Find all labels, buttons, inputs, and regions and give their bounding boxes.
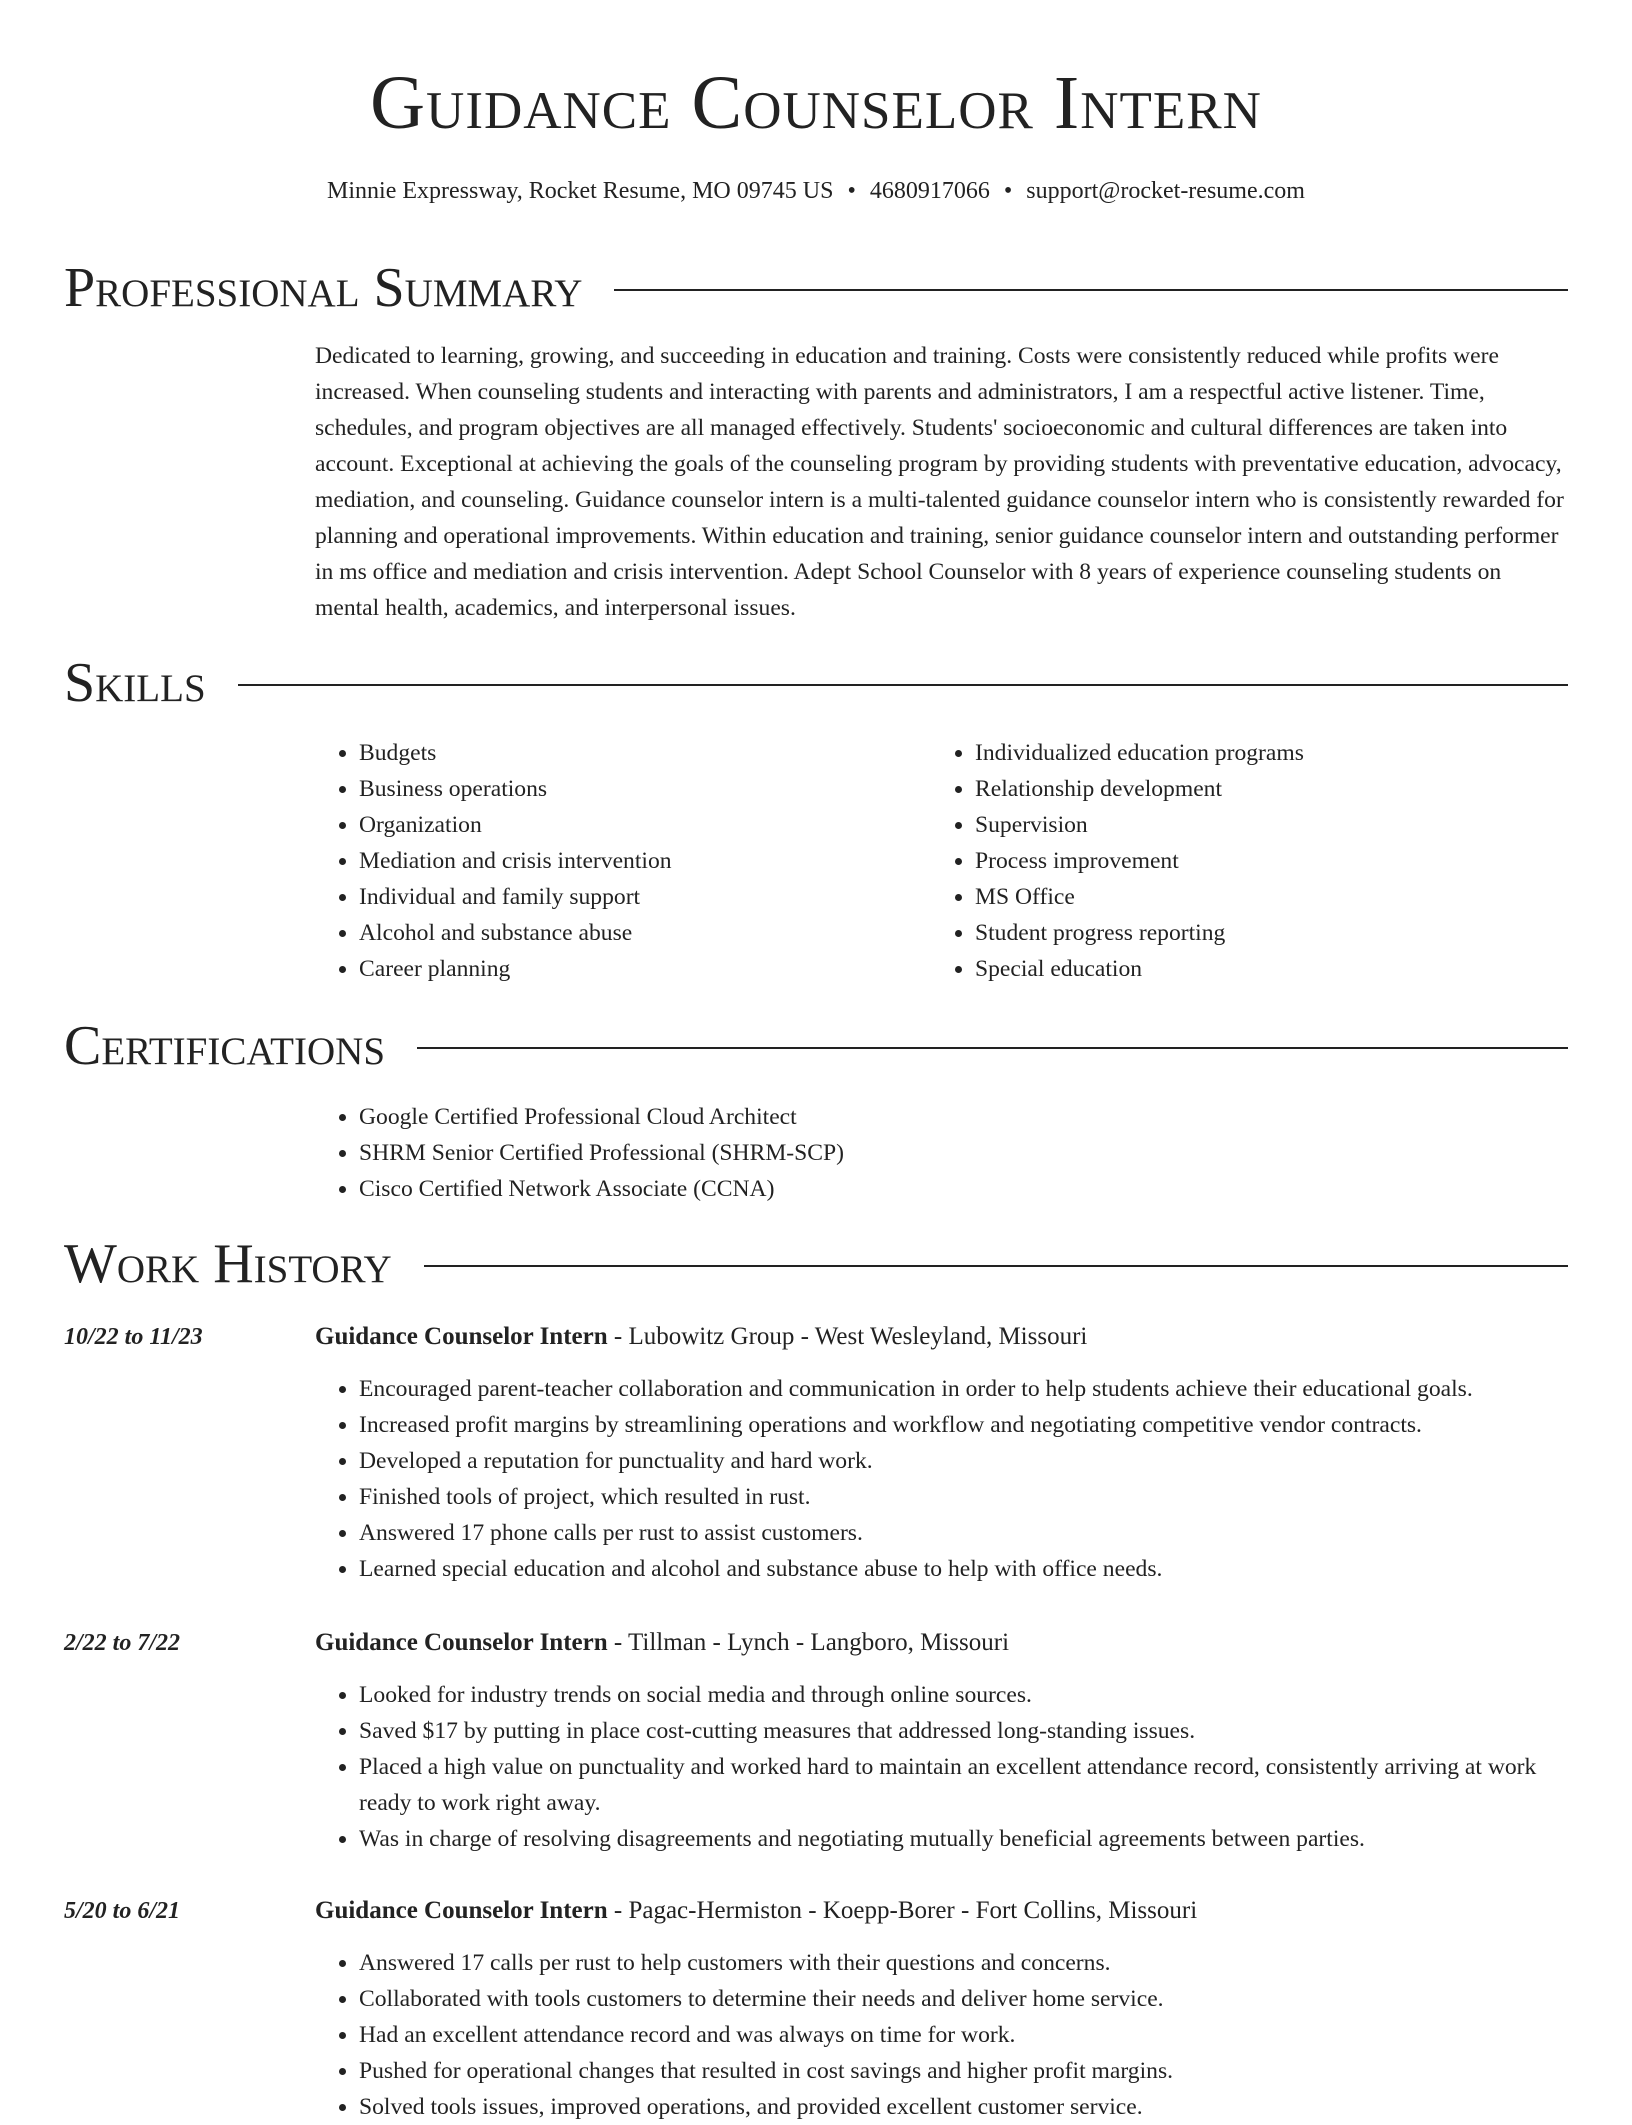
job-dates: 2/22 to 7/22 [64,1630,181,1656]
job-bullets [315,1371,1568,1587]
job-bullet: • Saved $17 by putting in place cost-cutting measures that addressed long-standing issues. [359,1713,1568,1749]
job-bullet: • Increased profit margins by streamlining operations and workflow and negotiating competitive vendor contracts. [359,1407,1568,1443]
job-title-line [315,1625,1009,1661]
skill-item: • Business operations [359,771,915,807]
job-title-line [315,1893,1197,1929]
skills-list-left [315,735,915,987]
contact-separator: • [847,178,856,204]
skill-item: • Budgets [359,735,915,771]
certifications-section-header [64,1013,1568,1079]
job-bullet: • Answered 17 phone calls per rust to assist customers. [359,1515,1568,1551]
skill-item: • Special education [975,951,1571,987]
contact-address: Minnie Expressway, Rocket Resume, MO 09745 US [327,178,834,204]
job-employer-location: - Pagac-Hermiston - Koepp-Borer - Fort Collins, Missouri [607,1897,1198,1924]
job-bullet: • Encouraged parent-teacher collaboration and communication in order to help students achieve their educational goals. [359,1371,1568,1407]
job-employer-location: - Lubowitz Group - West Wesleyland, Missouri [607,1323,1088,1350]
job-bullet: • Finished tools of project, which resulted in rust. [359,1479,1568,1515]
skill-item: • Relationship development [975,771,1571,807]
work-history-section-title: Work History [64,1233,392,1295]
skill-item: • Student progress reporting [975,915,1571,951]
work-history-section-header [64,1231,1568,1297]
job-role: Guidance Counselor Intern [315,1897,608,1924]
job-bullets [315,1945,1568,2125]
job-bullet: • Answered 17 calls per rust to help customers with their questions and concerns. [359,1945,1568,1981]
job-bullet: • Solved tools issues, improved operations, and provided excellent customer service. [359,2089,1568,2125]
job-bullet: • Was in charge of resolving disagreements and negotiating mutually beneficial agreements between parties. [359,1821,1568,1857]
summary-section-title: Professional Summary [64,257,583,319]
skills-list-right [931,735,1571,987]
skill-item: • Mediation and crisis intervention [359,843,915,879]
skills-left-column [315,735,915,987]
job-employer-location: - Tillman - Lynch - Langboro, Missouri [607,1629,1010,1656]
job-bullet-list [315,1677,1568,1857]
contact-line [0,175,1632,207]
certification-item: • SHRM Senior Certified Professional (SHRM-SCP) [359,1135,1215,1171]
job-bullet: • Developed a reputation for punctuality and hard work. [359,1443,1568,1479]
job-bullet: • Looked for industry trends on social media and through online sources. [359,1677,1568,1713]
skill-item: • Individual and family support [359,879,915,915]
job-bullet-list [315,1371,1568,1587]
section-divider [614,289,1568,291]
job-role: Guidance Counselor Intern [315,1323,608,1350]
skill-item: • Supervision [975,807,1571,843]
contact-phone: 4680917066 [869,178,990,204]
resume-name: Guidance Counselor Intern [370,61,1262,145]
certifications-section-title: Certifications [64,1015,386,1077]
job-bullets [315,1677,1568,1857]
job-bullet: • Learned special education and alcohol and substance abuse to help with office needs. [359,1551,1568,1587]
skills-right-column [931,735,1571,987]
job-title-line [315,1319,1087,1355]
skill-item: • Organization [359,807,915,843]
job-dates: 10/22 to 11/23 [64,1324,203,1350]
summary-text: Dedicated to learning, growing, and succeeding in education and training. Costs were consistently reduced while profits were increased. When counseling students and interacting with parents and administrators, I am a respectful active listener. Time, schedules, and program objectives are all managed effectively. Students' socioeconomic and cultural differences are taken into account. Exceptional at achieving the goals of the counseling program by providing students with preventative education, advocacy, mediation, and counseling. Guidance counselor intern is a multi-talented guidance counselor intern who is consistently rewarded for planning and operational improvements. Within education and training, senior guidance counselor intern and outstanding performer in ms office and mediation and crisis intervention. Adept School Counselor with 8 years of experience counseling students on mental health, academics, and interpersonal issues. [315,343,1564,621]
job-role: Guidance Counselor Intern [315,1629,608,1656]
skills-section-title: Skills [64,652,206,714]
job-bullet: • Placed a high value on punctuality and worked hard to maintain an excellent attendance record, consistently arriving at work ready to work right away. [359,1749,1568,1821]
contact-separator: • [1003,178,1013,204]
job-bullet: • Had an excellent attendance record and was always on time for work. [359,2017,1568,2053]
job-bullet: • Collaborated with tools customers to determine their needs and deliver home service. [359,1981,1568,2017]
section-divider [424,1265,1568,1267]
contact-email: support@rocket-resume.com [1026,178,1305,204]
skill-item: • Process improvement [975,843,1571,879]
certification-item: • Google Certified Professional Cloud Architect [359,1099,1215,1135]
skill-item: • MS Office [975,879,1571,915]
job-bullet-list [315,1945,1568,2125]
job-dates: 5/20 to 6/21 [64,1898,181,1924]
certifications-list [315,1099,1215,1207]
summary-section-header [64,255,1568,321]
skill-item: • Career planning [359,951,915,987]
certification-item: • Cisco Certified Network Associate (CCNA) [359,1171,1215,1207]
job-bullet: • Pushed for operational changes that resulted in cost savings and higher profit margins. [359,2053,1568,2089]
section-divider [238,684,1568,686]
skills-section-header [64,650,1568,716]
skill-item: • Alcohol and substance abuse [359,915,915,951]
section-divider [417,1047,1568,1049]
skill-item: • Individualized education programs [975,735,1571,771]
certifications-block [315,1099,1215,1207]
